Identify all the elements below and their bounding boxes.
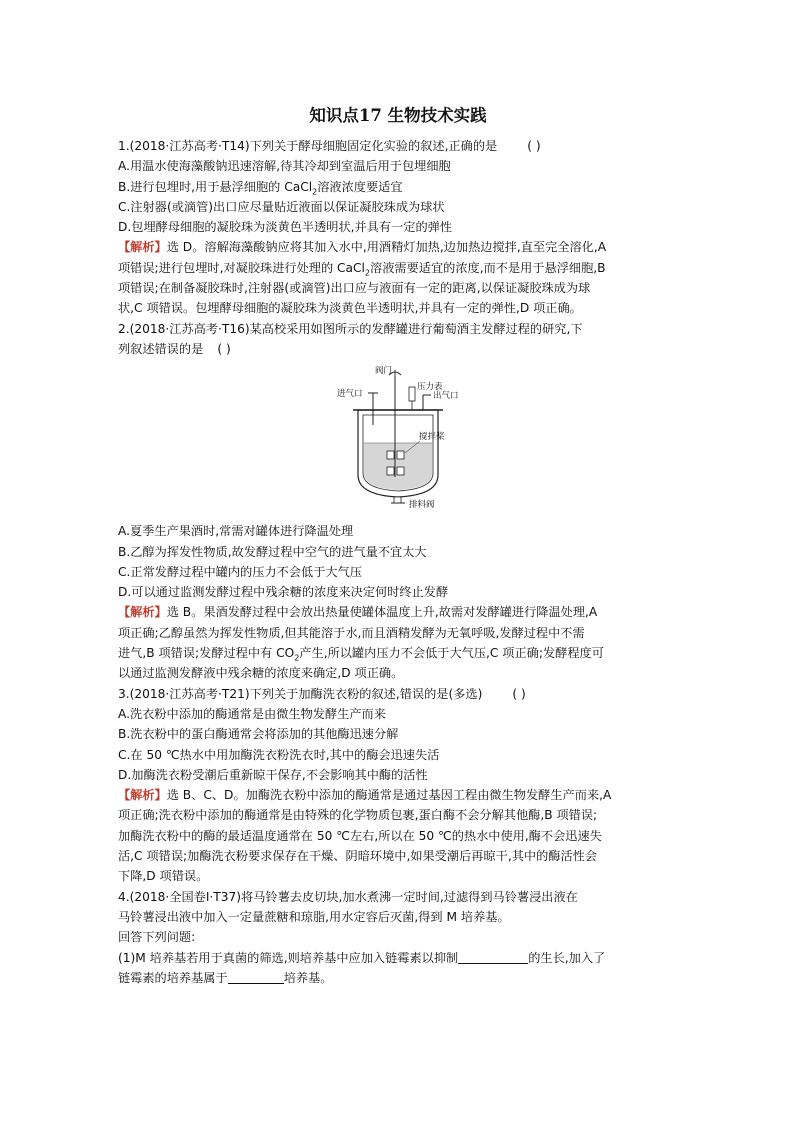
analysis-tag: 【解析】: [118, 605, 167, 620]
q4-stem-1: 4.(2018·全国卷Ⅰ·T37)将马铃薯去皮切块,加水煮沸一定时间,过滤得到马铃薯浸出液在: [118, 889, 578, 904]
q3-analysis-4: 活,C 项错误;加酶洗衣粉要求保存在干燥、阴暗环境中,如果受潮后再晾干,其中的酶活性会: [118, 849, 598, 864]
label-drain-valve: 排料阀: [409, 500, 435, 511]
q1-analysis-2: 项错误;进行包埋时,对凝胶珠进行处理的 CaCl$_2$溶液需要适宜的浓度,而不是用于悬浮细胞,B: [118, 260, 606, 278]
answer-paren: ( ): [217, 341, 231, 356]
label-pressure-gauge: 压力表: [417, 382, 443, 393]
analysis-tag: 【解析】: [118, 788, 167, 803]
label-inlet: 进气口: [337, 389, 363, 400]
q2-analysis-1: 【解析】选 B。果酒发酵过程中会放出热量使罐体温度上升,故需对发酵罐进行降温处理,A: [118, 605, 598, 620]
q2-analysis-4: 以通过监测发酵液中残余糖的浓度来确定,D 项正确。: [118, 666, 404, 681]
q2-analysis-2: 项正确;乙醇虽然为挥发性物质,但其能溶于水,而且酒精发酵为无氧呼吸,发酵过程中不需: [118, 625, 585, 640]
q4-sub1-line-1: (1)M 培养基若用于真菌的筛选,则培养基中应加入链霉素以抑制 的生长,加入了: [118, 950, 606, 965]
q3-option-c: C.在 50 ℃热水中用加酶洗衣粉洗衣时,其中的酶会迅速失活: [118, 747, 440, 762]
answer-blank[interactable]: [458, 949, 528, 964]
document-page: [118, 104, 678, 988]
answer-blank[interactable]: [228, 969, 284, 984]
label-outlet: 出气口: [433, 391, 459, 402]
q2-option-a: A.夏季生产果酒时,常需对罐体进行降温处理: [118, 524, 354, 539]
q2-stem-1: 2.(2018·江苏高考·T16)某高校采用如图所示的发酵罐进行葡萄酒主发酵过程的研究,下: [118, 321, 583, 336]
q1-option-b: B.进行包埋时,用于悬浮细胞的 CaCl$_2$溶液浓度要适宜: [118, 179, 403, 197]
page-title: 知识点17 生物技术实践: [309, 106, 487, 125]
q3-option-a: A.洗衣粉中添加的酶通常是由微生物发酵生产而来: [118, 706, 386, 721]
label-stirrer: 搅拌桨: [419, 432, 445, 443]
q1-analysis-4: 状,C 项错误。包埋酵母细胞的凝胶珠为淡黄色半透明状,并具有一定的弹性,D 项正确。: [118, 301, 582, 316]
fermenter-diagram: [323, 365, 473, 515]
q2-option-b: B.乙醇为挥发性物质,故发酵过程中空气的进气量不宜太大: [118, 544, 427, 559]
q4-sub1-line-2: 链霉素的培养基属于 培养基。: [118, 970, 333, 985]
q3-option-d: D.加酶洗衣粉受潮后重新晾干保存,不会影响其中酶的活性: [118, 767, 428, 782]
fermenter-figure: [118, 365, 678, 515]
q2-option-d: D.可以通过监测发酵过程中残余糖的浓度来决定何时终止发酵: [118, 585, 449, 600]
q3-analysis-5: 下降,D 项错误。: [118, 869, 209, 884]
q4-stem-2: 马铃薯浸出液中加入一定量蔗糖和琼脂,用水定容后灭菌,得到 M 培养基。: [118, 909, 510, 924]
answer-paren: ( ): [527, 139, 541, 153]
q1-analysis-3: 项错误;在制备凝胶珠时,注射器(或滴管)出口应与液面有一定的距离,以保证凝胶珠成为球: [118, 281, 591, 296]
q3-analysis-3: 加酶洗衣粉中的酶的最适温度通常在 50 ℃左右,所以在 50 ℃的热水中使用,酶不会迅速失: [118, 828, 602, 843]
q1-option-c: C.注射器(或滴管)出口应尽量贴近液面以保证凝胶珠成为球状: [118, 199, 445, 214]
q2-option-c: C.正常发酵过程中罐内的压力不会低于大气压: [118, 564, 362, 579]
answer-paren: ( ): [512, 686, 526, 701]
label-valve: 阀门: [375, 366, 393, 377]
q3-option-b: B.洗衣粉中的蛋白酶通常会将添加的其他酶迅速分解: [118, 727, 399, 742]
q1-option-a: A.用温水使海藻酸钠迅速溶解,待其冷却到室温后用于包埋细胞: [118, 159, 451, 174]
q1-option-d: D.包埋酵母细胞的凝胶珠为淡黄色半透明状,并具有一定的弹性: [118, 220, 453, 235]
q2-analysis-3: 进气,B 项错误;发酵过程中有 $CO_2$产生,所以罐内压力不会低于大气压,C 项正确;发酵程度可: [118, 646, 604, 663]
q3-analysis-2: 项正确;洗衣粉中添加的酶通常是由特殊的化学物质包裹,蛋白酶不会分解其他酶,B 项错误;: [118, 808, 598, 823]
q3-stem: 3.(2018·江苏高考·T21)下列关于加酶洗衣粉的叙述,错误的是(多选) ( ): [118, 684, 678, 704]
q1-stem: 1.(2018·江苏高考·T14)下列关于酵母细胞固定化实验的叙述,正确的是 ( ): [118, 136, 678, 156]
q4-stem-3: 回答下列问题:: [118, 930, 196, 945]
q3-analysis-1: 【解析】选 B、C、D。加酶洗衣粉中添加的酶通常是通过基因工程由微生物发酵生产而来,A: [118, 788, 612, 803]
q1-analysis-1: 【解析】选 D。溶解海藻酸钠应将其加入水中,用酒精灯加热,边加热边搅拌,直至完全溶化,A: [118, 240, 607, 255]
q2-stem-2: 列叙述错误的是 ( ): [118, 339, 678, 359]
analysis-tag: 【解析】: [118, 240, 167, 255]
